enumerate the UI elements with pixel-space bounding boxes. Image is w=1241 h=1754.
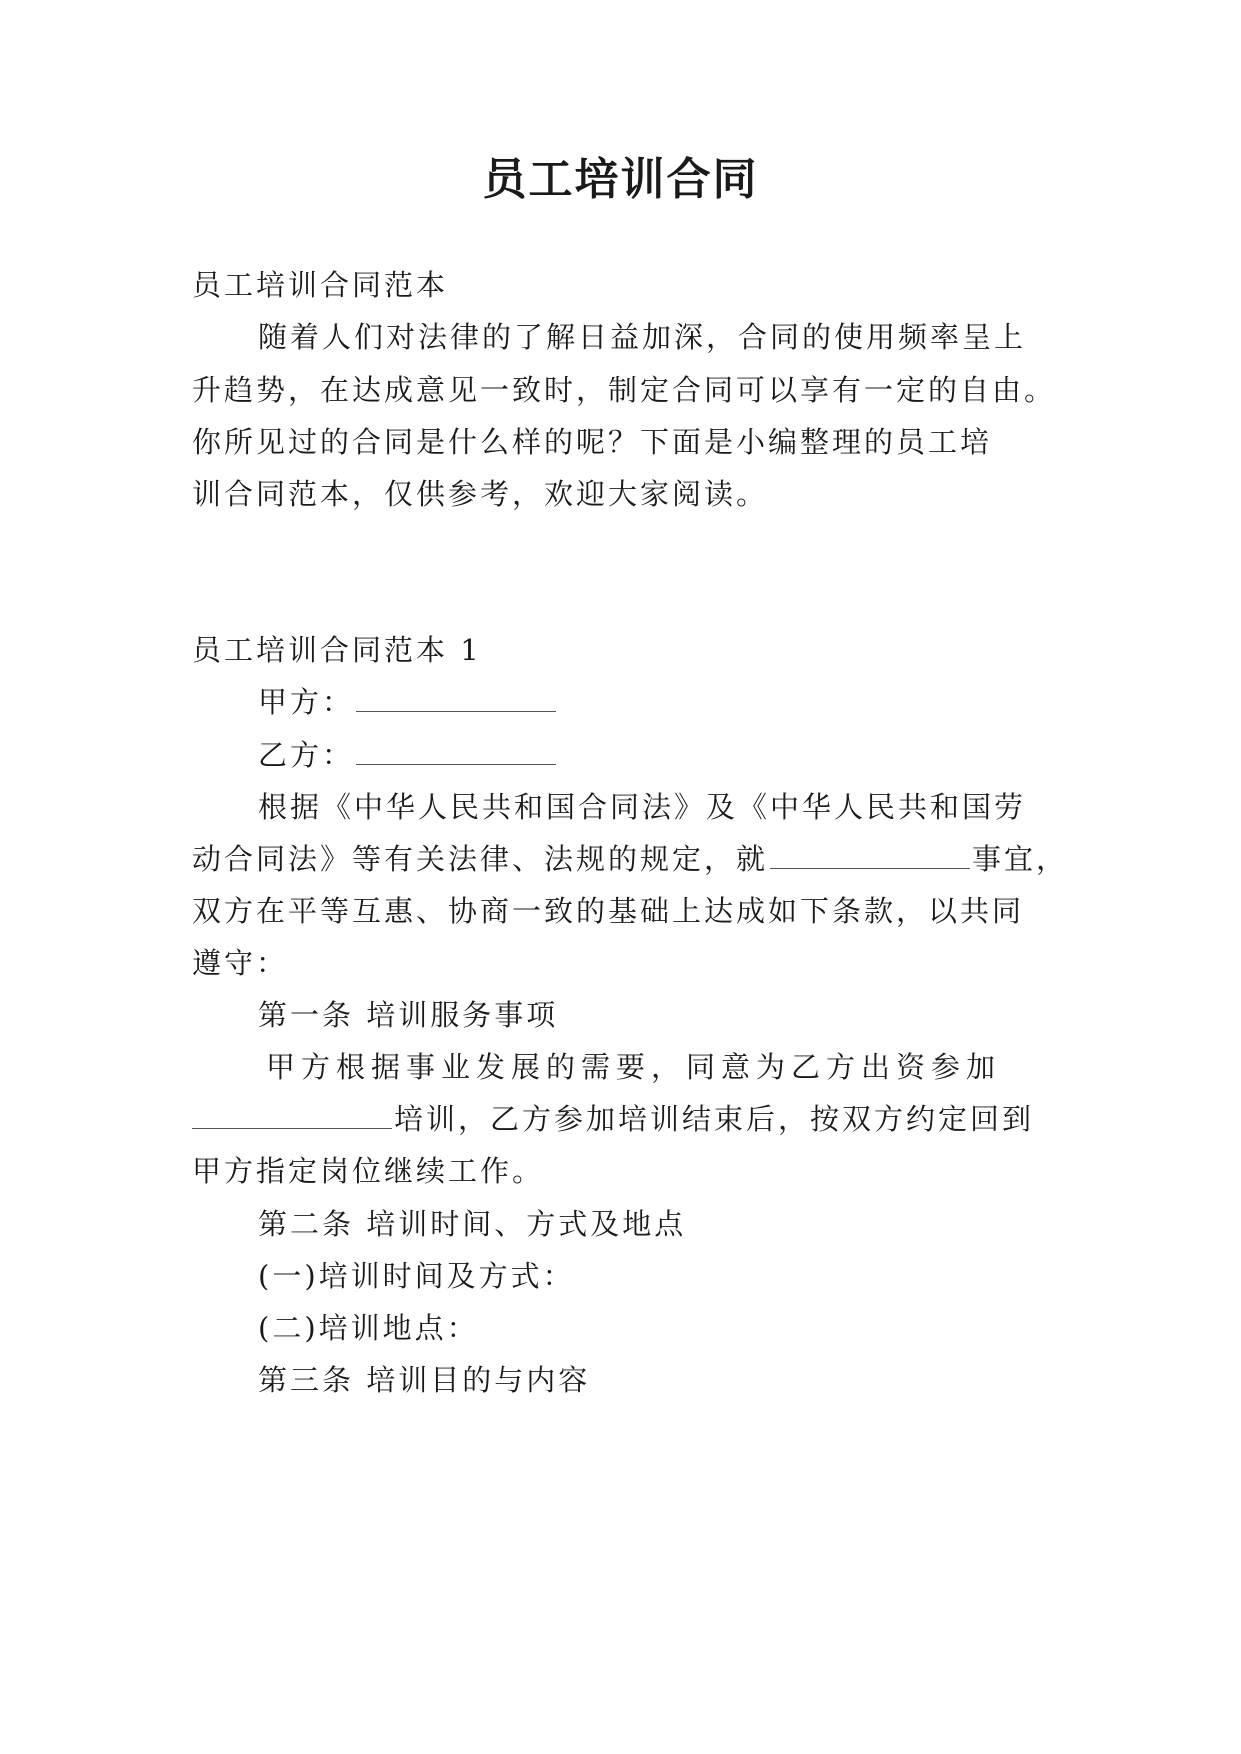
matter-blank[interactable] [770,842,970,869]
section1-heading: 员工培训合同范本 1 [192,633,482,667]
article3-heading: 第三条 培训目的与内容 [258,1363,591,1397]
intro-line-3: 你所见过的合同是什么样的呢？下面是小编整理的员工培 [192,425,993,459]
subtitle: 员工培训合同范本 [192,268,449,302]
document-title: 员工培训合同 [482,154,759,205]
party-b-line [258,735,558,775]
basis-line-2-text-a: 动合同法》等有关法律、法规的规定，就 [192,842,769,876]
basis-line-2-text-b: 事宜， [972,842,1069,876]
article1-line-1: 甲方根据事业发展的需要，同意为乙方出资参加 [266,1050,1002,1084]
intro-line-2: 升趋势，在达成意见一致时，制定合同可以享有一定的自由。 [192,373,1057,407]
article1-line-3: 甲方指定岗位继续工作。 [192,1154,545,1188]
article1-line-2 [192,1099,1034,1139]
basis-line-2 [192,839,1068,879]
party-a-label: 甲方： [258,685,355,719]
article2-item-2: (二)培训地点： [258,1311,479,1345]
party-a-line [258,682,558,722]
intro-line-1: 随着人们对法律的了解日益加深，合同的使用频率呈上 [258,320,1027,354]
party-b-label: 乙方： [258,738,355,772]
training-blank[interactable] [192,1102,392,1129]
basis-line-4: 遵守： [192,946,289,980]
intro-line-4: 训合同范本，仅供参考，欢迎大家阅读。 [192,477,769,511]
article1-heading: 第一条 培训服务事项 [258,998,559,1032]
article1-line-2-text: 培训，乙方参加培训结束后，按双方约定回到 [394,1102,1035,1136]
party-b-blank[interactable] [356,738,556,765]
article2-item-1: (一)培训时间及方式： [258,1259,575,1293]
basis-line-3: 双方在平等互惠、协商一致的基础上达成如下条款，以共同 [192,894,1025,928]
party-a-blank[interactable] [356,685,556,712]
article2-heading: 第二条 培训时间、方式及地点 [258,1207,687,1241]
basis-line-1: 根据《中华人民共和国合同法》及《中华人民共和国劳 [258,790,1027,824]
